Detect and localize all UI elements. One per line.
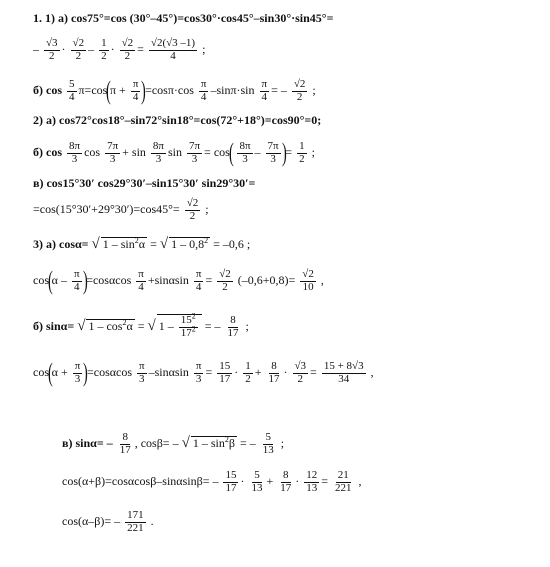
fraction: $\frac{1}{2}$ [245,359,251,385]
text: cos(α–β)= – [62,513,121,528]
text: ; [312,82,316,97]
line-6 [33,177,255,189]
text: . [150,513,154,528]
fraction: $\frac{√3}{2}$ [46,37,58,62]
radicand: 1 – $\frac{15^2}{17^2}$ [157,314,202,339]
text: =cos(15°30′+29°30′)=cos45°= [33,201,180,216]
paren-close: ) [141,76,147,105]
fraction: $\frac{√2}{10}$ [302,267,314,293]
fraction: $\frac{8\pi}{3}$ [69,139,81,165]
fraction: $\frac{\pi}{3}$ [74,359,81,385]
text: , [370,364,374,379]
paren-close: ) [82,266,88,295]
fraction: $\frac{15^2}{17^2}$ [180,311,196,339]
fraction: $\frac{8\pi}{3}$ [239,139,251,165]
text: =cosπ·cos [145,82,194,97]
text: · [295,473,300,488]
text: –sinπ·sin [210,82,255,97]
line-14 [62,510,154,534]
fraction: $\frac{√2(√3 -1)}{4}$ [150,37,196,62]
line-9 [33,268,324,294]
text: ; [280,435,285,450]
radicand: $1 - \sin^2\alpha$ [102,236,146,251]
text: ; [202,41,206,56]
fraction: $\frac{8\pi}{3}$ [152,139,164,165]
text: α – [51,272,67,287]
fraction: $\frac{1}{2}$ [299,139,305,165]
text: = – [239,435,256,450]
fraction: $\frac{7\pi}{3}$ [188,139,201,165]
text: + [266,473,274,488]
text: , cosβ= – [134,435,179,450]
text: 3) а) cosα= [33,237,89,251]
fraction: $\frac{\pi}{3}$ [195,359,202,385]
fraction: $\frac{√2}{2}$ [219,267,231,293]
sqrt-icon: √ [91,236,100,252]
text: cos [33,272,49,287]
fraction: $\frac{171}{221}$ [127,509,144,534]
paren-close: ) [281,138,287,167]
fraction: $\frac{\pi}{4}$ [195,267,202,293]
text: + [254,364,262,379]
text: = [205,364,213,379]
text: 2) а) cos72°cos18°–sin72°sin18°=cos(72°+18°)=cos90°=0; [33,113,322,127]
text: α + [51,364,68,379]
text: cos(α+β)=cosαcosβ–sinαsinβ= – [62,473,219,488]
fraction: $\frac{21}{221}$ [335,469,352,494]
line-12 [62,432,284,456]
fraction: $\frac{8}{17}$ [280,469,292,494]
fraction: $\frac{√2}{2}$ [121,37,134,62]
text: б) cos [33,82,62,97]
text: · [240,473,245,488]
radicand: $1 - 0,8^2$ [171,236,209,251]
paren-open: ( [228,138,234,167]
line-3 [33,78,316,104]
text: π + [110,82,126,97]
text: =cosαcos [86,272,132,287]
fraction: $\frac{5}{13}$ [251,469,263,494]
sqrt-icon: √ [181,434,190,451]
text: б) sinα= [33,318,75,333]
line-1 [33,12,333,24]
text: = [310,364,317,379]
sqrt-icon: √ [77,317,86,334]
line-5 [33,140,315,166]
fraction: $\frac{√3}{2}$ [294,359,307,385]
text: , [358,473,362,488]
line-7 [33,198,209,222]
text: 1. 1) а) cos75°=cos (30°–45°)=cos30°·cos45°–sin30°·sin45°= [33,11,334,25]
fraction: $\frac{8}{17}$ [268,359,280,385]
line-2: – $\frac{√3}{2}$ · $\frac{√2}{2}$ – $\frac{1}{2}$ · $\frac{√2}{2}$ = $\frac{√2(√3 -1)}{4}$ ; [33,37,206,62]
fraction: $\frac{7\pi}{3}$ [107,139,119,165]
fraction: $\frac{1}{2}$ [101,37,107,62]
fraction: $\frac{15}{17}$ [225,469,237,494]
fraction: $\frac{15 + 8√3}{34}$ [323,359,364,385]
sqrt-icon: √ [147,317,156,334]
text: cos [84,144,101,159]
fraction: $\frac{√2}{2}$ [293,77,306,103]
text: cos [33,364,49,379]
fraction: $\frac{√2}{2}$ [186,197,199,222]
paren-close: ) [83,358,89,387]
text: ; [311,144,315,159]
text: –sinαsin [148,364,189,379]
fraction: $\frac{\pi}{4}$ [73,267,80,293]
line-8 [33,237,250,252]
text: = [150,237,157,251]
text: – [254,144,261,159]
text: ; [205,201,209,216]
text: = – [271,82,287,97]
text: π=cos [78,82,108,97]
text: = –0,6 ; [213,237,251,251]
fraction: $\frac{7\pi}{3}$ [267,139,279,165]
text: + sin [122,144,146,159]
text: в) sinα= – [62,435,113,450]
fraction: $\frac{\pi}{4}$ [261,77,268,103]
fraction: $\frac{8}{17}$ [227,314,239,339]
radicand: $1 - \cos^2\alpha$ [88,317,133,333]
text: в) cos15°30′ cos29°30′–sin15°30′ sin29°30′= [33,176,256,190]
fraction: $\frac{12}{13}$ [306,469,318,494]
fraction: $\frac{\pi}{3}$ [139,359,145,385]
radicand: $1 - \sin^2\beta$ [192,434,235,450]
fraction: $\frac{\pi}{4}$ [138,267,144,293]
fraction: $\frac{8}{17}$ [119,431,131,456]
text: =cosαcos [86,364,133,379]
fraction: $\frac{√2}{2}$ [72,37,85,62]
paren-open: ( [47,358,53,387]
text: +sinαsin [147,272,189,287]
line-4 [33,114,321,126]
text: = [137,318,145,333]
text: – [33,41,39,56]
line-11 [33,360,374,386]
text: = [205,272,213,287]
text: = [321,473,329,488]
text: = [285,144,293,159]
text: , [320,272,324,287]
paren-open: ( [106,76,112,105]
text: · [234,364,239,379]
fraction: $\frac{\pi}{4}$ [200,77,207,103]
paren-open: ( [47,266,53,295]
text: = cos [204,144,230,159]
text: ; [245,318,249,333]
text: · [283,364,288,379]
text: = – [204,318,221,333]
sqrt-icon: √ [159,236,169,252]
fraction: $\frac{5}{4}$ [69,77,75,103]
fraction: $\frac{15}{17}$ [219,359,231,385]
text: б) cos [33,144,62,159]
line-13 [62,470,362,494]
fraction: $\frac{5}{13}$ [262,431,274,456]
line-10 [33,311,249,339]
text: sin [167,144,182,159]
fraction: $\frac{\pi}{4}$ [132,77,139,103]
text: (–0,6+0,8)= [237,272,296,287]
